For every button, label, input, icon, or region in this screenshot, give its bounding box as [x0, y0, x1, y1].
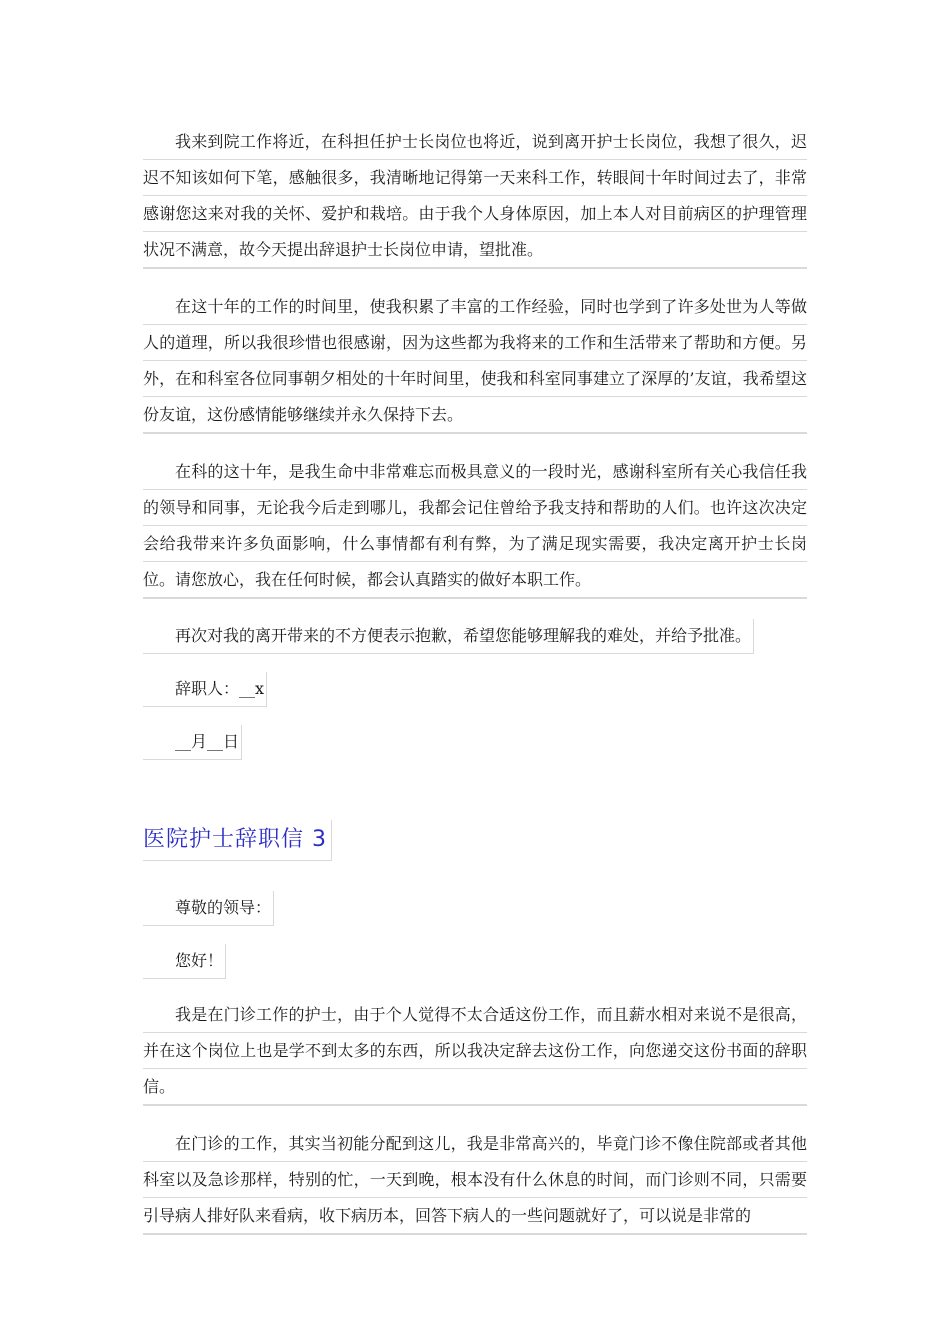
date-line: __月__日	[143, 725, 242, 760]
paragraph	[143, 454, 807, 599]
greeting: 您好！	[143, 944, 226, 979]
paragraph	[143, 289, 807, 434]
section-heading: 医院护士辞职信 3	[143, 820, 332, 861]
paragraph-text: 在科的这十年，是我生命中非常难忘而极具意义的一段时光，感谢科室所有关心我信任我的领导和同事，无论我今后走到哪儿，我都会记住曾给予我支持和帮助的人们。也许这次决定会给我带来许多负面影响，什么事情都有利有弊，为了满足现实需要，我决定离开护士长岗位。请您放心，我在任何时候，都会认真踏实的做好本职工作。	[143, 454, 807, 599]
paragraph	[143, 1126, 807, 1235]
signer-line: 辞职人：__x	[143, 672, 267, 707]
salutation: 尊敬的领导：	[143, 891, 274, 926]
paragraph-text: 在门诊的工作，其实当初能分配到这儿，我是非常高兴的，毕竟门诊不像住院部或者其他科室以及急诊那样，特别的忙，一天到晚，根本没有什么休息的时间，而门诊则不同，只需要引导病人排好队来看病，收下病历本，回答下病人的一些问题就好了，可以说是非常的	[143, 1126, 807, 1235]
closing-line: 再次对我的离开带来的不方便表示抱歉，希望您能够理解我的难处，并给予批准。	[143, 619, 754, 654]
paragraph-text: 我来到院工作将近，在科担任护士长岗位也将近，说到离开护士长岗位，我想了很久，迟迟不知该如何下笔，感触很多，我清晰地记得第一天来科工作，转眼间十年时间过去了，非常感谢您这来对我的关怀、爱护和栽培。由于我个人身体原因，加上本人对目前病区的护理管理状况不满意，故今天提出辞退护士长岗位申请，望批准。	[143, 124, 807, 269]
paragraph-text: 在这十年的工作的时间里，使我积累了丰富的工作经验，同时也学到了许多处世为人等做人的道理，所以我很珍惜也很感谢，因为这些都为我将来的工作和生活带来了帮助和方便。另外，在和科室各位同事朝夕相处的十年时间里，使我和科室同事建立了深厚的’友谊，我希望这份友谊，这份感情能够继续并永久保持下去。	[143, 289, 807, 434]
paragraph-text: 我是在门诊工作的护士，由于个人觉得不太合适这份工作，而且薪水相对来说不是很高，并在这个岗位上也是学不到太多的东西，所以我决定辞去这份工作，向您递交这份书面的辞职信。	[143, 997, 807, 1106]
paragraph	[143, 124, 807, 269]
paragraph	[143, 997, 807, 1106]
document-body	[143, 124, 807, 1255]
